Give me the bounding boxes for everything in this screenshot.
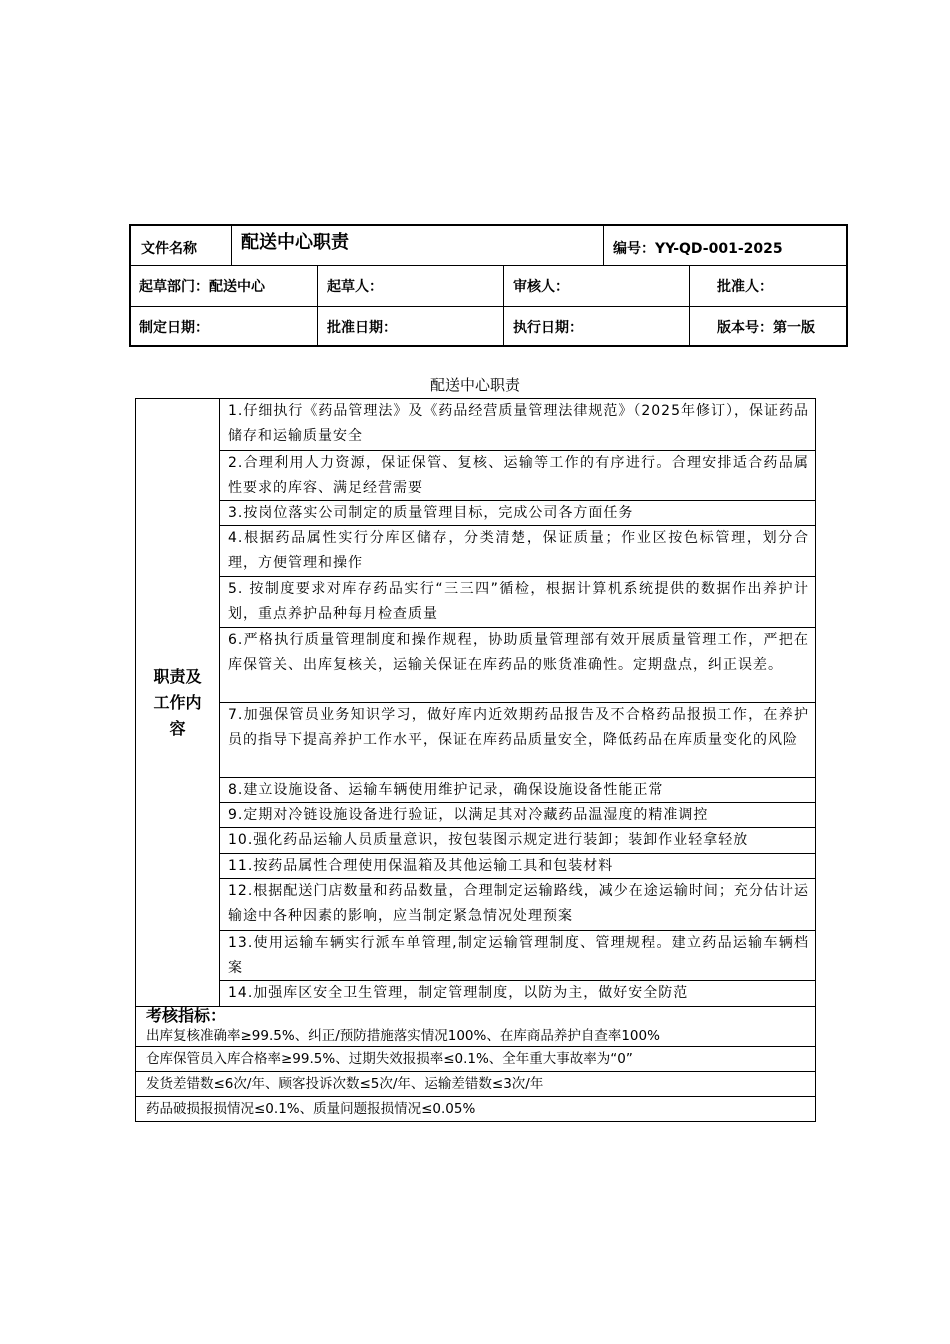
kpi-row: 发货差错数≤6次/年、顾客投诉次数≤5次/年、运输差错数≤3次/年 (136, 1071, 815, 1096)
duty-item-text: 1.仔细执行《药品管理法》及《药品经营质量管理法律规范》（2025年修订），保证药品储存和运输质量安全 (228, 403, 809, 444)
header-col-divider (317, 265, 318, 347)
duty-item-text: 9.定期对冷链设施设备进行验证，以满足其对冷藏药品温湿度的精准调控 (228, 807, 709, 823)
reviewer-field: 审核人： (513, 279, 569, 295)
duty-item (220, 627, 815, 702)
duty-item-text: 3.按岗位落实公司制定的质量管理目标，完成公司各方面任务 (228, 505, 634, 521)
exec-date-field: 执行日期： (513, 320, 583, 336)
document-header-table (129, 224, 848, 347)
doc-number: 编号：YY-QD-001-2025 (613, 240, 783, 257)
duty-item-text: 11.按药品属性合理使用保温箱及其他运输工具和包装材料 (228, 858, 614, 874)
kpi-row: 出库复核准确率≥99.5%、纠正/预防措施落实情况100%、在库商品养护自查率100% (146, 1028, 660, 1044)
duty-item-text: 13.使用运输车辆实行派车单管理,制定运输管理制度、管理规程。建立药品运输车辆档案 (228, 935, 809, 976)
duty-item (220, 980, 815, 1006)
header-col-divider (503, 265, 504, 347)
file-name-label: 文件名称 (141, 240, 197, 257)
duty-item (220, 399, 815, 450)
duty-item-text: 10.强化药品运输人员质量意识，按包装图示规定进行装卸；装卸作业轻拿轻放 (228, 832, 749, 848)
duty-item-text: 7.加强保管员业务知识学习，做好库内近效期药品报告及不合格药品报损工作，在养护员的指导下提高养护工作水平，保证在库药品质量安全，降低药品在库质量变化的风险 (228, 707, 809, 748)
duty-item (220, 930, 815, 980)
made-date-field: 制定日期： (139, 320, 209, 336)
duty-item (220, 500, 815, 525)
duty-item (220, 525, 815, 576)
duty-item-text: 8.建立设施设备、运输车辆使用维护记录，确保设施设备性能正常 (228, 782, 664, 798)
duty-item-text: 4.根据药品属性实行分库区储存，分类清楚，保证质量；作业区按色标管理，划分合理，方便管理和操作 (228, 530, 809, 571)
file-name-value: 配送中心职责 (241, 232, 349, 253)
duty-item-text: 6.严格执行质量管理制度和操作规程，协助质量管理部有效开展质量管理工作，严把在库保管关、出库复核关，运输关保证在库药品的账货准确性。定期盘点，纠正误差。 (228, 632, 809, 673)
header-col-divider (603, 226, 604, 265)
kpi-row: 仓库保管员入库合格率≥99.5%、过期失效报损率≤0.1%、全年重大事故率为“0” (136, 1046, 815, 1071)
header-col-divider (689, 265, 690, 347)
kpi-heading: 考核指标： (136, 1006, 815, 1026)
duties-table (135, 398, 816, 1122)
header-col-divider (231, 226, 232, 265)
duties-label-cell (136, 399, 220, 1006)
duty-item (220, 802, 815, 827)
duty-item-text: 2.合理利用人力资源，保证保管、复核、运输等工作的有序进行。合理安排适合药品属性要求的库容、满足经营需要 (228, 455, 809, 496)
duty-item (220, 450, 815, 500)
kpi-row: 药品破损报损情况≤0.1%、质量问题报损情况≤0.05% (136, 1096, 815, 1122)
draft-dept: 起草部门：配送中心 (139, 279, 265, 295)
approve-date-field: 批准日期： (327, 320, 397, 336)
duty-item (220, 827, 815, 853)
duty-item (220, 878, 815, 930)
duties-label: 职责及工作内容 (153, 666, 202, 738)
duty-item (220, 777, 815, 802)
duty-item-text: 14.加强库区安全卫生管理，制定管理制度，以防为主，做好安全防范 (228, 985, 689, 1001)
duty-item (220, 853, 815, 878)
duty-item-text: 5. 按制度要求对库存药品实行“三三四”循检，根据计算机系统提供的数据作出养护计划，重点养护品种每月检查质量 (228, 581, 809, 622)
page-title: 配送中心职责 (429, 376, 520, 394)
version-field: 版本号：第一版 (717, 320, 815, 336)
duty-item (220, 576, 815, 627)
duty-item-text: 12.根据配送门店数量和药品数量，合理制定运输路线，减少在途运输时间；充分估计运输途中各种因素的影响，应当制定紧急情况处理预案 (228, 883, 809, 924)
duty-item (220, 702, 815, 777)
approver-field: 批准人： (717, 279, 773, 295)
drafter-field: 起草人： (327, 279, 383, 295)
